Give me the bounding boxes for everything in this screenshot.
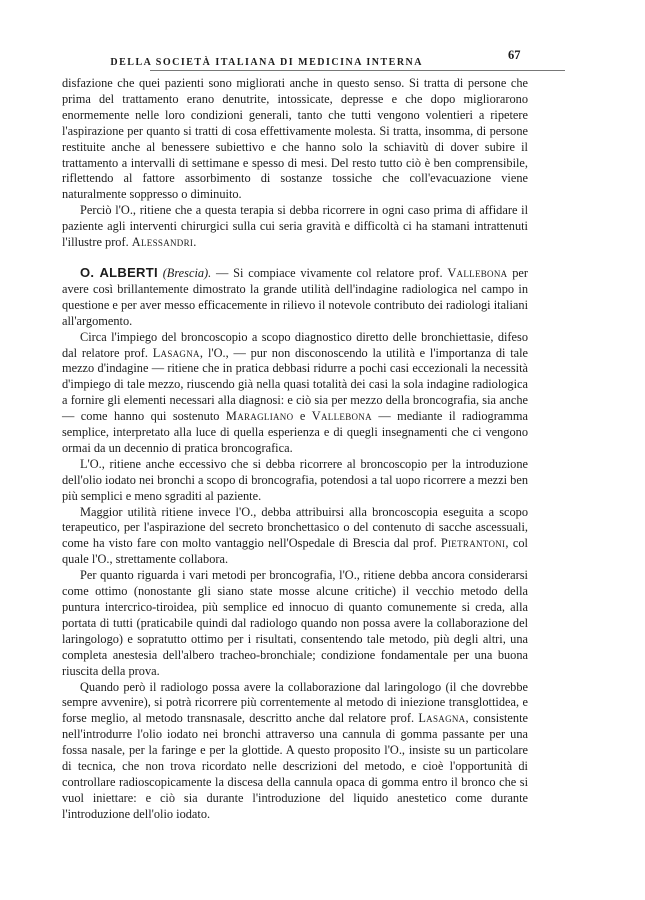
paragraph-1: disfazione che quei pazienti sono migliorati anche in questo senso. Si tratta di persone che prima del trattamento erano denutrite, intossicate, depresse e che dopo migliorarono enormemente nelle loro condizioni generali, tanto che tutti vengono volentieri a ripetere l'aspirazione per quanto si tratti di cosa effettivamente molesta. Si tratta, insomma, di persone restituite anche al benessere subiettivo e che hanno solo la schiavitù di dover subire il trattamento a intervalli di settimane e spesso di mesi. Del resto tutto ciò è ben comprensibile, riflettendo al fattore assorbimento di sostanze tossiche che coll'evacuazione viene naturalmente soppresso o diminuito. [62,76,528,202]
paragraph-8-text-a: Quando però il radiologo possa avere la collaborazione dal laringologo (il che dovrebbe sempre avvenire), si potrà ricorrere più correntemente al metodo di iniezione transglottidea, e forse meglio, al metodo transnasale, descritto anche dal relatore prof. [62,679,528,726]
name-vallebona-2: Vallebona [311,409,372,424]
paragraph-2 [62,203,528,251]
name-alessandri: Alessandri. [131,235,197,250]
name-vallebona: Vallebona [447,265,508,280]
paragraph-8 [62,680,528,823]
name-lasagna: Lasagna, [152,345,204,360]
body-text [62,76,528,823]
name-pietrantoni: Pietrantoni, [440,536,509,551]
paragraph-6-text-a: Maggior utilità ritiene invece l'O., debba attribuirsi alla broncoscopia eseguita a scopo terapeutico, per l'aspirazione del secreto bronchettasico o del contenuto di sacche ascessuali, come ha visto fare con molto vantaggio nell'Ospedale di Brescia dal prof. [62,504,528,551]
paragraph-6-text-b: col quale l'O., strettamente collabora. [62,536,528,567]
paragraph-3-text-a: — Si compiace vivamente col relatore prof. [216,265,443,280]
header-rule [150,70,565,71]
paragraph-alberti [62,265,528,330]
paragraph-5: L'O., ritiene anche eccessivo che si debba ricorrere al broncoscopio per la introduzione dell'olio iodato nei bronchi a scopo di broncografia, potendosi a tal uopo ricorrere a mezzi ben più semplici e meno sgraditi al paziente. [62,456,528,503]
paragraph-4-text-c: e [299,409,306,424]
name-maragliano: Maragliano [225,409,294,424]
paragraph-2-text: Perciò l'O., ritiene che a questa terapia si debba ricorrere in ogni caso prima di affidare il paziente agli interventi chirurgici sulla cui seria gravità e difficoltà ci ha stamani intrattenuti l'illustre prof. [62,203,528,250]
page-header [60,52,533,70]
speaker-city: (Brescia). [162,265,212,280]
paragraph-4-text-b: l'O., — pur non disconoscendo la utilità e l'importanza di tale mezzo d'indagine — ritiene che in pratica debbasi ridurre a pochi casi eccezionali la necessità d'impiego di tale mezzo, riuscendo già nella quasi totalità dei casi la sola indagine radiologica a fornire gli elementi necessari alla diagnosi: e ciò sia per mezzo della broncografia, sia anche — come hanno qui sostenuto [62,345,529,424]
running-title: DELLA SOCIETÀ ITALIANA DI MEDICINA INTERNA [110,57,423,68]
paragraph-4-text-d: — mediante il radiogramma semplice, interpretato alla luce di quella esperienza e di quegli insegnamenti che ci vengono ormai da un decennio di pratica broncografica. [62,409,528,455]
speaker-name: O. ALBERTI [80,264,158,280]
paragraph-4 [62,330,528,457]
paragraph-7: Per quanto riguarda i vari metodi per broncografia, l'O., ritiene debba ancora considerarsi come ottimo (nonostante gli siano state mosse alcune critiche) il vecchio metodo della puntura intercrico-tiroidea, più semplice ed innocuo di quanto comunemente si creda, alla portata di tutti (praticabile quindi dal radiologo quando non possa avere la collaborazione del laringologo) e sopratutto ottimo per i risultati, consentendo tale metodo, più degli altri, una completa anestesia dell'albero tracheo-bronchiale; condizione fondamentale per una buona riuscita della prova. [62,568,528,678]
paragraph-4-text-a: Circa l'impiego del broncoscopio a scopo diagnostico diretto delle bronchiettasie, difeso dal relatore prof. [62,329,528,360]
page-number: 67 [508,48,521,62]
name-lasagna-2: Lasagna, [418,711,469,726]
paragraph-6 [62,505,528,569]
paragraph-3-text-b: per avere così brillantemente dimostrato la grande utilità dell'indagine radiologica nel campo in questione e per aver messo efficacemente in rilievo il notevole contributo dei radiologi italiani all'argomento. [62,265,529,328]
paragraph-8-text-b: consistente nell'introdurre l'olio iodato nei bronchi attraverso una cannula di gomma passante per una fossa nasale, per la faringe e per la glottide. A questo proposito l'O., insiste su un particolare di tecnica, che non trova ricordato nelle descrizioni del metodo, e cioè l'opportunità di controllare radioscopicamente la discesa della cannula opaca di gomma entro il bronco che si vuol iniettare: e ciò sia durante l'introduzione del liquido anestetico come durante l'introduzione dell'olio iodato. [62,711,528,821]
